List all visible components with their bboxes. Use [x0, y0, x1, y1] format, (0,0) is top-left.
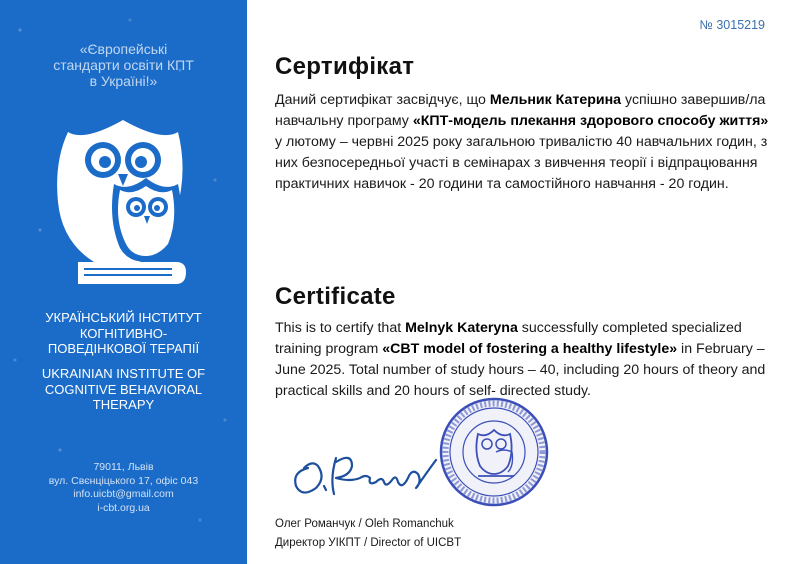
program-name-en: «CBT model of fostering a healthy lifestyle» — [382, 341, 678, 357]
institute-name-en: UKRAINIAN INSTITUTE OF COGNITIVE BEHAVIORAL THERAPY — [41, 366, 206, 412]
contact-city: 79011, Львів — [93, 461, 154, 473]
signer-name: Олег Романчук / Oleh Romanchuk — [275, 518, 454, 530]
recipient-name-ua: Мельник Катерина — [489, 92, 622, 108]
heading-en: Certificate — [275, 283, 396, 310]
certificate-number: № 3015219 — [699, 18, 765, 32]
heading-ua: Сертифікат — [275, 53, 415, 80]
signer-block — [275, 515, 575, 553]
contact-website: i-cbt.org.ua — [97, 501, 150, 514]
contact-address: вул. Свєнціцького 17, офіс 043 — [48, 474, 199, 487]
contact-email: info.uicbt@gmail.com — [73, 488, 174, 500]
signature-icon — [290, 438, 440, 500]
institute-name-ua: УКРАЇНСЬКИЙ ІНСТИТУТ КОГНІТИВНО- ПОВЕДІНКОВОЇ ТЕРАПІЇ — [45, 310, 202, 356]
program-name-ua: «КПТ-модель плекання здорового способу життя» — [412, 113, 769, 129]
owls-logo-icon — [48, 112, 198, 292]
sidebar-panel — [0, 0, 247, 564]
recipient-name-en: Melnyk Kateryna — [405, 320, 518, 336]
certificate-text-ua: Даний сертифікат засвідчує, що Мельник Катерина успішно завершив/ла навчальну програму «КПТ-модель плекання здорового способу життя» у лютому – червні 2025 року загальною тривалістю 40 навчальних годин, з них безпосередньої участі в семінарах з вивчення теорії і відпрацювання практичних навичок - 20 години та самостійного навчання - 20 годин. — [275, 92, 769, 192]
contact-info — [20, 461, 227, 515]
certificate-text-en: This is to certify that Melnyk Kateryna successfully completed specialized training program «CBT model of fostering a healthy lifestyle» in February – June 2025. Total number of study hours – 40, including 20 hours of theory and practical skills and 20 hours of self- directed study. — [275, 320, 766, 399]
seal-icon — [438, 396, 550, 508]
slogan: «Європейські стандарти освіти КПТ в Україні!» — [53, 41, 194, 89]
signer-title: Директор УІКПТ / Director of UICBT — [275, 537, 462, 549]
